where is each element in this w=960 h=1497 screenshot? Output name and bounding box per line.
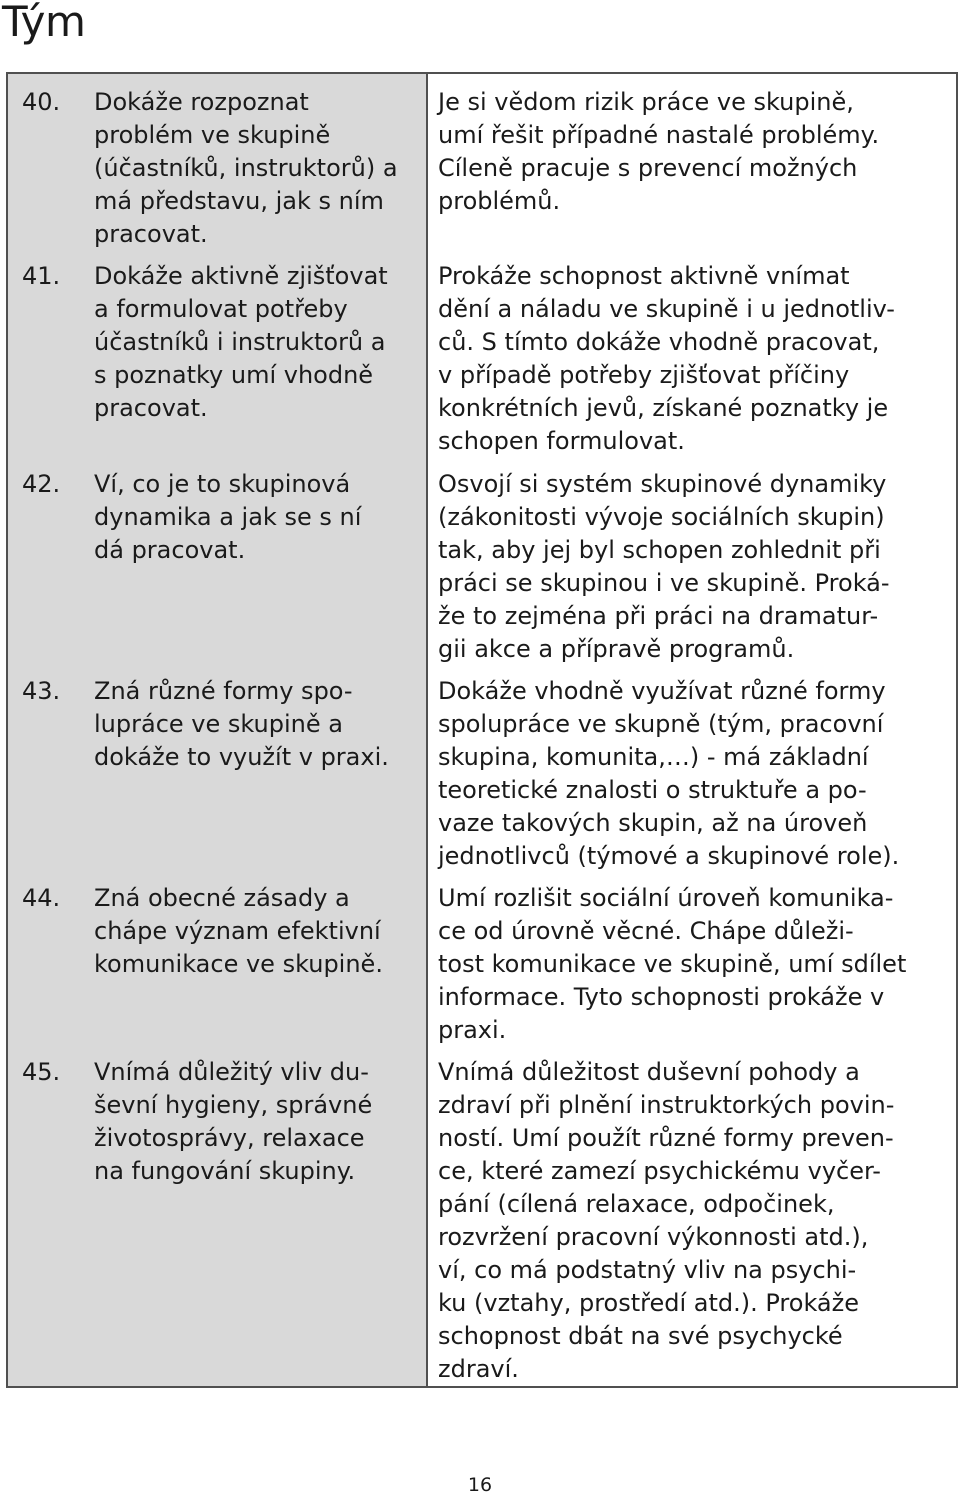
skill-text: Dokáže rozpoznat problém ve skupině (účastníků, instruktorů) a má představu, jak s ním pracovat.: [94, 88, 398, 248]
row-number: 44.: [22, 884, 61, 912]
description-text: Osvojí si systém skupinové dynamiky (zákonitosti vývoje sociálních skupin) tak, aby jej byl schopen zohlednit při práci se skupinou i ve skupině. Proká- že to zejména při práci na dramatur- gii akce a přípravě programů.: [438, 470, 890, 663]
row-number: 41.: [22, 262, 61, 290]
skills-column: [8, 74, 428, 1386]
description-text: Vnímá důležitost duševní pohody a zdraví při plnění instruktorkých povin- ností. Umí použít různé formy preven- ce, které zamezí psychickému vyčer- pání (cílená relaxace, odpočinek, rozvržení pracovní výkonnosti atd.), ví, co má podstatný vliv na psychi- ku (vztahy, prostředí atd.). Prokáže schopnost dbát na své psychycké zdraví.: [438, 1058, 895, 1383]
descriptions-column: [428, 74, 956, 1386]
skill-text: Vnímá důležitý vliv du- ševní hygieny, správné životosprávy, relaxace na fungování skupiny.: [94, 1058, 373, 1185]
skill-text: Dokáže aktivně zjišťovat a formulovat potřeby účastníků i instruktorů a s poznatky umí vhodně pracovat.: [94, 262, 388, 422]
description-text: Dokáže vhodně využívat různé formy spolupráce ve skupně (tým, pracovní skupina, komunita,…) - má základní teoretické znalosti o struktuře a po- vaze takových skupin, až na úroveň jednotlivců (týmové a skupinové role).: [438, 677, 900, 870]
row-number: 40.: [22, 88, 61, 116]
description-text: Prokáže schopnost aktivně vnímat dění a náladu ve skupině i u jednotliv- ců. S tímto dokáže vhodně pracovat, v případě potřeby zjišťovat příčiny konkrétních jevů, získané poznatky je schopen formulovat.: [438, 262, 895, 455]
skill-text: Ví, co je to skupinová dynamika a jak se s ní dá pracovat.: [94, 470, 362, 564]
competency-table: [6, 72, 958, 1388]
description-text: Umí rozlišit sociální úroveň komunika- ce od úrovně věcné. Chápe důleži- tost komunikace ve skupině, umí sdílet informace. Tyto schopnosti prokáže v praxi.: [438, 884, 907, 1044]
row-number: 42.: [22, 470, 61, 498]
row-number: 43.: [22, 677, 61, 705]
page-title: Tým: [2, 0, 86, 46]
description-text: Je si vědom rizik práce ve skupině, umí řešit případné nastalé problémy. Cíleně pracuje s prevencí možných problémů.: [438, 88, 880, 215]
row-number: 45.: [22, 1058, 61, 1086]
skill-text: Zná různé formy spo- lupráce ve skupině a dokáže to využít v praxi.: [94, 677, 389, 771]
page-number: 16: [467, 1474, 493, 1496]
skill-text: Zná obecné zásady a chápe význam efektivní komunikace ve skupině.: [94, 884, 383, 978]
